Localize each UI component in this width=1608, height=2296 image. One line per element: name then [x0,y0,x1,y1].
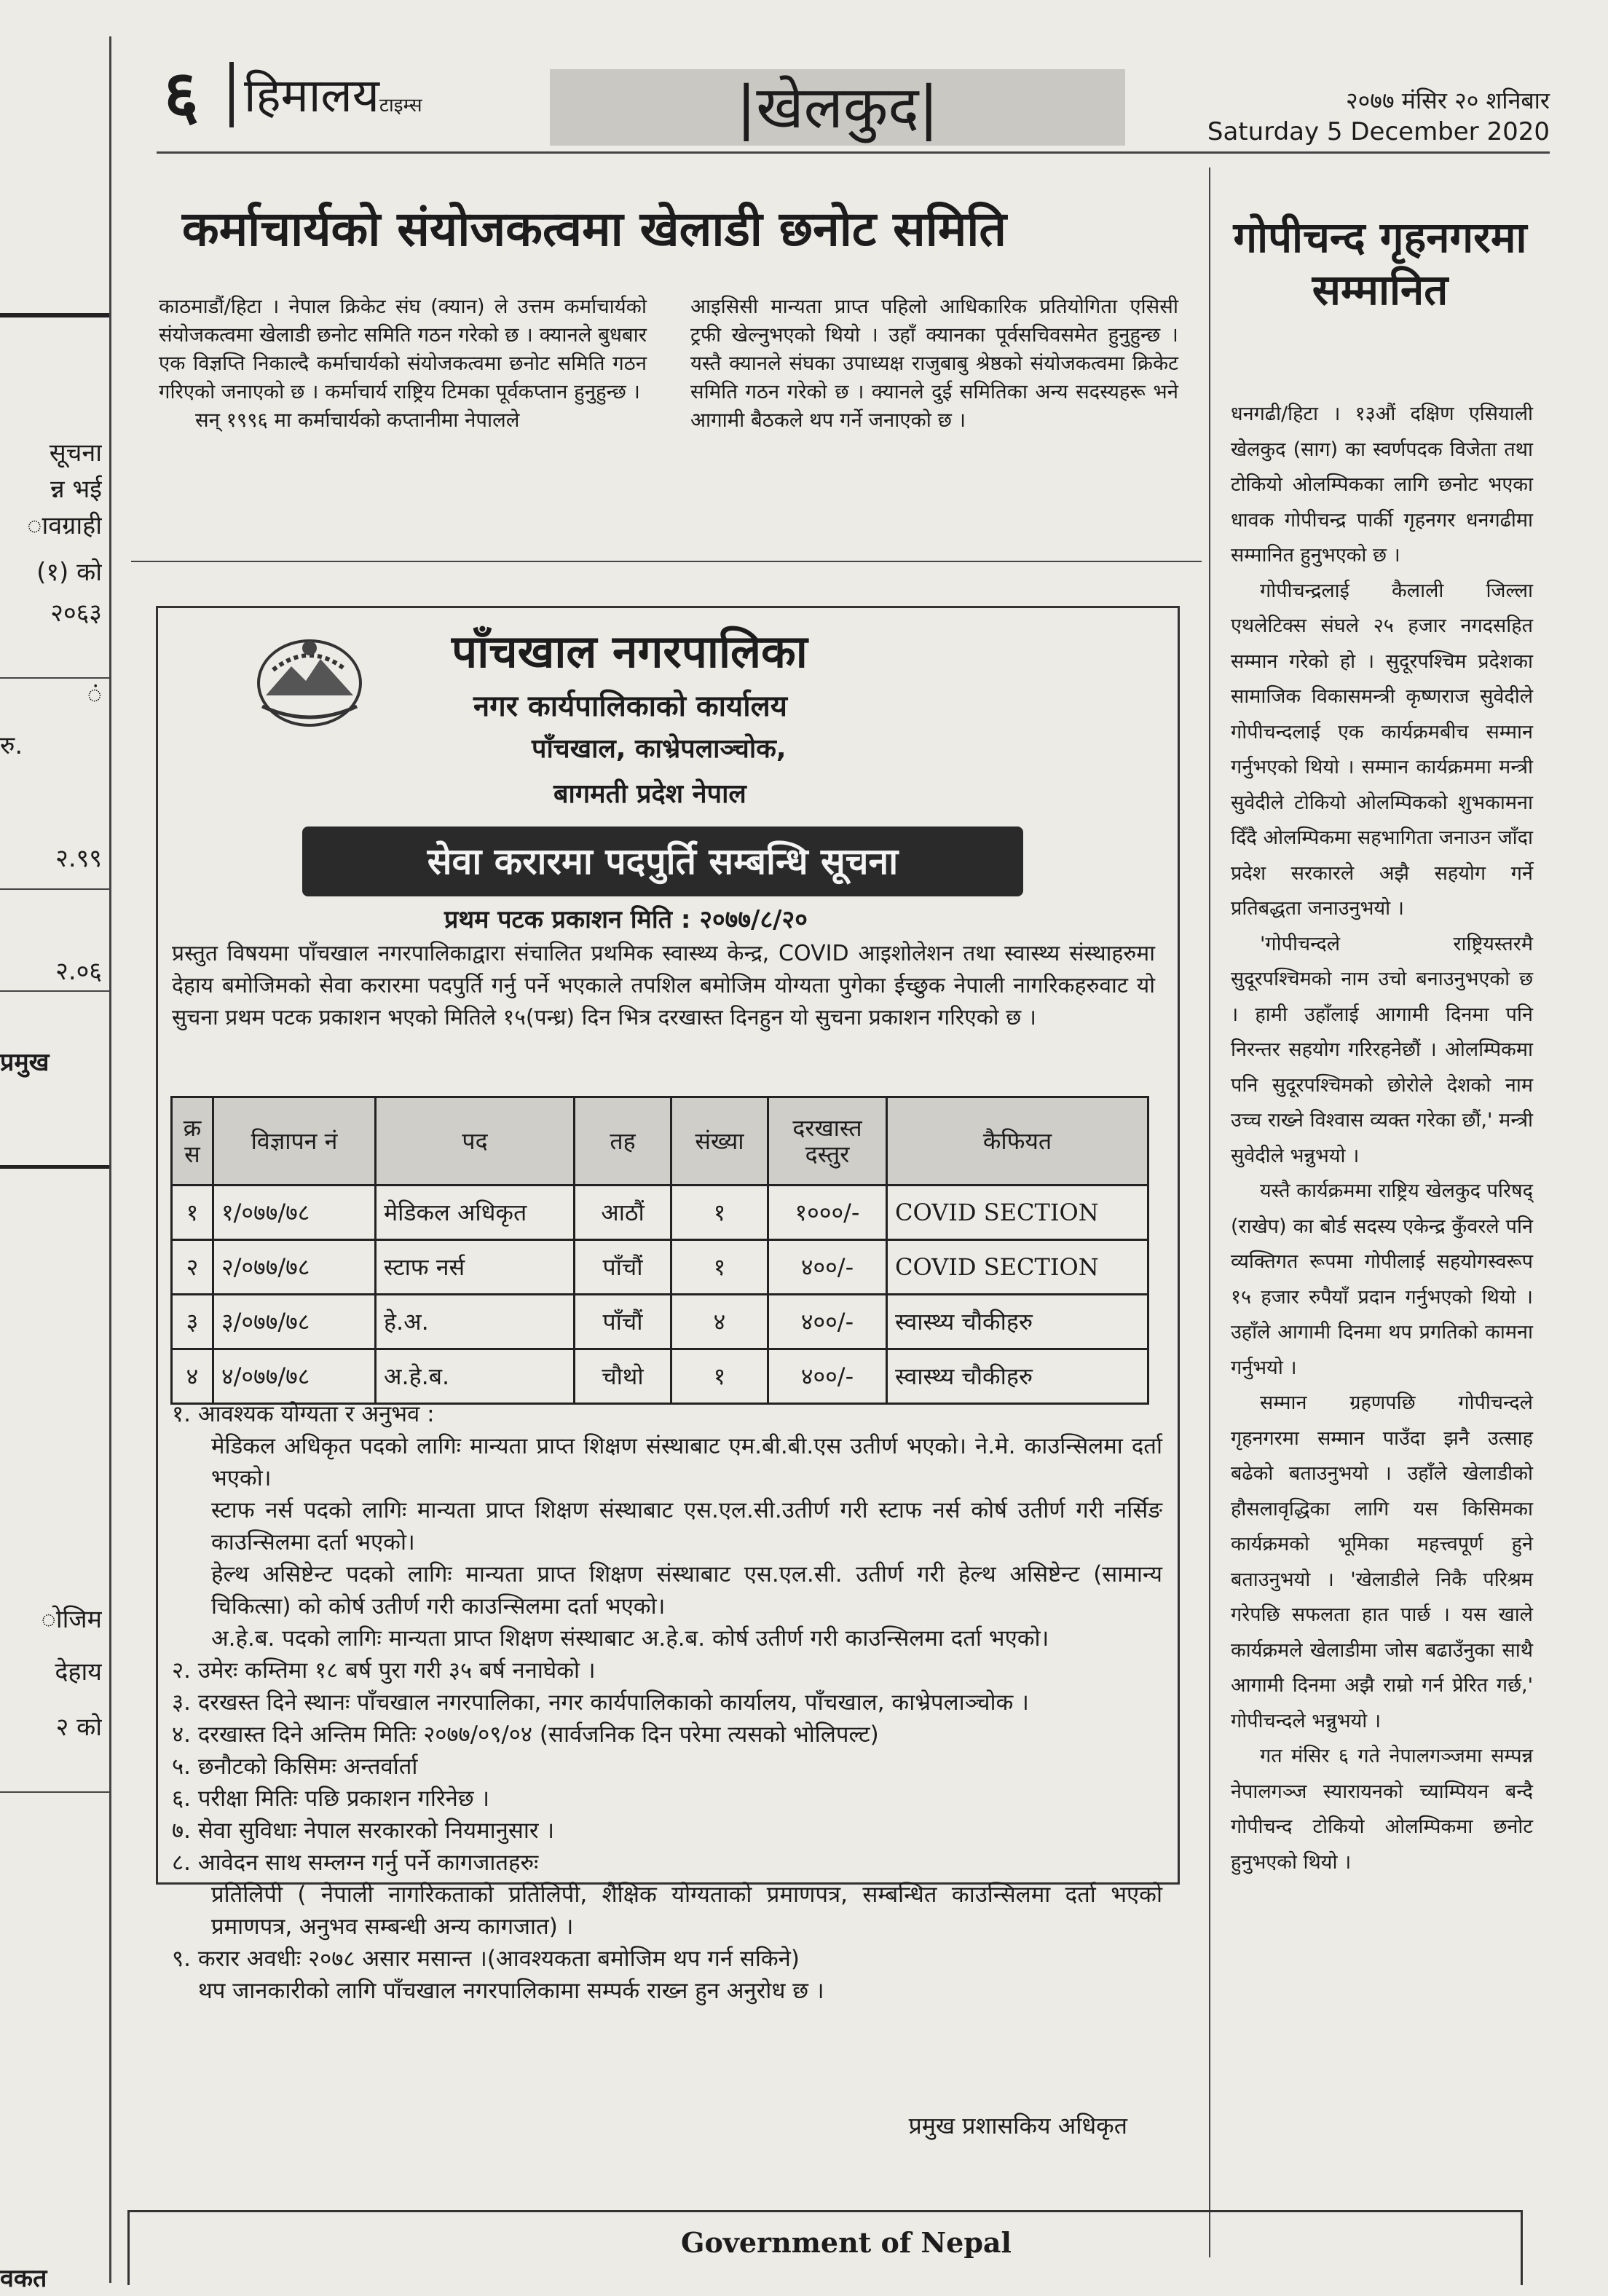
bottom-notice-title: Government of Nepal [681,2226,1012,2259]
strip-text: रु. [0,731,23,760]
notice-banner: सेवा करारमा पदपुर्ति सम्बन्धि सूचना [302,827,1023,896]
strip-text: प्रमुख [0,1048,50,1077]
main-article-col1 [159,293,647,435]
cell: १ [172,1186,213,1240]
notice-point: ३. दरखस्त दिने स्थानः पाँचखाल नगरपालिका, नगर कार्यपालिकाको कार्यालय, पाँचखाल, काभ्रेपलाञ्चोक । [172,1689,1029,1716]
article-rule [131,561,1202,562]
strip-text: देहाय [55,1657,102,1687]
notice-point: ४. दरखास्त दिने अन्तिम मितिः २०७७/०९/०४ (सार्वजनिक दिन परेमा त्यसको भोलिपल्ट) [172,1721,879,1748]
main-headline: कर्माचार्यको संयोजकत्वमा खेलाडी छनोट समिति [182,201,1007,257]
cell: पाँचौं [575,1295,671,1349]
strip-text: (१) को [36,558,102,587]
cell: स्टाफ नर्स [376,1240,575,1295]
cell: १०००/- [768,1186,887,1240]
qualification-item: हेल्थ असिष्टेन्ट पदको लागिः मान्यता प्राप्त शिक्षण संस्थाबाट एस.एल.सी. उतीर्ण गरी हेल्थ असिष्टेन्ट (सामान्य चिकित्सा) को कोर्ष उतीर्ण गरी काउन्सिलमा दर्ता भएको। [211,1561,1162,1620]
page-number: ६ [164,55,199,134]
qualification-item: अ.हे.ब. पदको लागिः मान्यता प्राप्त शिक्षण संस्थाबाट अ.हे.ब. कोर्ष उतीर्ण गरी काउन्सिलमा दर्ता भएको। [211,1625,1049,1652]
strip-divider [0,677,109,679]
table-row [172,1295,1148,1349]
cell: ४००/- [768,1240,887,1295]
cell: COVID SECTION [887,1186,1148,1240]
notice-point: ७. सेवा सुविधाः नेपाल सरकारको नियमानुसार । [172,1818,555,1844]
table-row [172,1240,1148,1295]
notice-point: २. उमेरः कम्तिमा १८ बर्ष पुरा गरी ३५ बर्ष ननाघेको । [172,1657,596,1684]
cell: १/०७७/७८ [213,1186,376,1240]
notice-point: ६. परीक्षा मितिः पछि प्रकाशन गरिनेछ । [172,1786,490,1812]
cell: ४००/- [768,1349,887,1404]
date-english: Saturday 5 December 2020 [1207,117,1550,146]
paragraph: गत मंसिर ६ गते नेपालगञ्जमा सम्पन्न नेपालगञ्ज स्यारायनको च्याम्पियन बन्दै गोपीचन्द टोकियो ओलम्पिकमा छनोट हुनुभएको थियो । [1231,1745,1533,1874]
notice-intro: प्रस्तुत विषयमा पाँचखाल नगरपालिकाद्वारा संचालित प्रथमिक स्वास्थ्य केन्द्र, COVID आइशोलेशन तथा स्वास्थ्य संस्थाहरुमा देहाय बमोजिमको सेवा करारमा पदपुर्ति गर्नु पर्ने भएकाले तपशिल बमोजिम योग्यता पुगेका ईच्छुक नेपाली नागरिकहरुवाट यो सुचना प्रथम पटक प्रकाशन भएको मितिले १५(पन्ध्र) दिन भित्र दरखास्त दिनहुन यो सुचना प्रकाशन गरिएको छ । [172,941,1155,1030]
paragraph: 'गोपीचन्दले राष्ट्रियस्तरमै सुदूरपश्चिमको नाम उचो बनाउनुभएको छ । हामी उहाँलाई आगामी दिनमा पनि निरन्तर सहयोग गरिरहनेछौं । ओलम्पिकमा पनि सुदूरपश्चिमको छोरोले देशको नाम उच्च राख्ने विश्वास व्यक्त गरेका छौं,' मन्त्री सुवेदीले भन्नुभयो । [1231,932,1533,1167]
column-rule [1209,167,1210,2257]
cell: पाँचौं [575,1240,671,1295]
org-province: बागमती प्रदेश नेपाल [553,779,746,809]
paragraph: यस्तै कार्यक्रममा राष्ट्रिय खेलकुद परिषद् (राखेप) का बोर्ड सदस्य एकेन्द्र कुँवरले पनि व्यक्तिगत रूपमा गोपीलाई सहयोगस्वरूप १५ हजार रुपैयाँ प्रदान गर्नुभएको थियो । उहाँले आगामी दिनमा थप प्रगतिको कामना गर्नुभयो । [1231,1180,1533,1379]
table-row [172,1349,1148,1404]
strip-text: २.९९ [55,844,102,873]
col-remarks: कैफियत [887,1097,1148,1186]
cell: १ [671,1240,768,1295]
cell: हे.अ. [376,1295,575,1349]
paragraph: सन् १९९६ मा कर्माचार्यको कप्तानीमा नेपालले [195,409,520,432]
strip-text: ोजिम [41,1605,102,1634]
side-article-body [1231,397,1533,1880]
cell: स्वास्थ्य चौकीहरु [887,1295,1148,1349]
org-address: पाँचखाल, काभ्रेपलाञ्चोक, [532,734,787,764]
qualifications-section [172,1398,1162,2007]
section-heading: १. आवश्यक योग्यता र अनुभव : [172,1401,435,1427]
strip-text: ावग्राही [27,511,102,540]
paragraph: गोपीचन्द्रलाई कैलाली जिल्ला एथलेटिक्स संघले २५ हजार नगदसहित सम्मान गरेको हो । सुदूरपश्चिम प्रदेशका सामाजिक विकासमन्त्री कृष्णराज सुवेदीले गोपीचन्दलाई एक कार्यक्रमबीच सम्मान गर्नुभएको थियो । सम्मान कार्यक्रममा मन्त्री सुवेदीले टोकियो ओलम्पिकको शुभकामना दिँदै ओलम्पिकमा सहभागिता जनाउन जाँदा प्रदेश सरकारले अझै सहयोग गर्ने प्रतिबद्धता जनाउनुभयो । [1231,579,1533,920]
col-post: पद [376,1097,575,1186]
col-fee: दरखास्त दस्तुर [768,1097,887,1186]
cell: ४ [671,1295,768,1349]
cell: मेडिकल अधिकृत [376,1186,575,1240]
side-headline: गोपीचन्द गृहनगरमा सम्मानित [1233,213,1527,315]
col-level: तह [575,1097,671,1186]
required-documents: प्रतिलिपी ( नेपाली नागरिकताको प्रतिलिपी, शैक्षिक योग्यताको प्रमाणपत्र, सम्बन्धित काउन्सिलमा दर्ता भएको प्रमाणपत्र, अनुभव सम्बन्धी अन्य कागजात) । [211,1882,1162,1940]
strip-text: २.०६ [55,957,102,986]
cell: चौथो [575,1349,671,1404]
cell: ४००/- [768,1295,887,1349]
paragraph: काठमाडौं/हिटा । नेपाल क्रिकेट संघ (क्यान) ले उत्तम कर्माचार्यको संयोजकत्वमा खेलाडी छनोट समिति गठन गरेको छ । क्यानले बुधबार एक विज्ञप्ति निकाल्दै कर्माचार्यको संयोजकत्वमा छनोट समिति गठन गरिएको जनाएको छ । कर्माचार्य राष्ट्रिय टिमका पूर्वकप्तान हुनुहुन्छ । [159,295,647,403]
cell: ३ [172,1295,213,1349]
notice-point: ९. करार अवधीः २०७८ असार मसान्त ।(आवश्यकता बमोजिम थप गर्न सकिने) [172,1946,800,1972]
table-header-row [172,1097,1148,1186]
col-ad-number: विज्ञापन नं [213,1097,376,1186]
cell: अ.हे.ब. [376,1349,575,1404]
adjacent-page-strip [0,36,111,2293]
section-title: |खेलकुद| [550,69,1125,146]
col-count: संख्या [671,1097,768,1186]
date-nepali: २०७७ मंसिर २० शनिबार [1346,87,1550,114]
strip-text: २ को [55,1713,102,1742]
table-row [172,1186,1148,1240]
cell: स्वास्थ्य चौकीहरु [887,1349,1148,1404]
paper-name: हिमालयटाइम्स [244,69,422,123]
cell: ४ [172,1349,213,1404]
org-name: पाँचखाल नगरपालिका [452,625,808,678]
strip-divider [0,1165,109,1169]
vacancy-table [170,1096,1149,1405]
main-article-col2 [690,293,1178,435]
cell: COVID SECTION [887,1240,1148,1295]
strip-divider [0,1791,109,1793]
contact-line: थप जानकारीको लागि पाँचखाल नगरपालिकामा सम्पर्क राख्न हुन अनुरोध छ । [198,1978,824,2004]
masthead-divider [229,62,234,127]
cell: ४/०७७/७८ [213,1349,376,1404]
strip-divider [0,888,109,890]
qualification-item: मेडिकल अधिकृत पदको लागिः मान्यता प्राप्त शिक्षण संस्थाबाट एम.बी.बी.एस उतीर्ण भएको। ने.मे. काउन्सिलमा दर्ता भएको। [211,1433,1162,1491]
cell: २ [172,1240,213,1295]
strip-text: वकत [0,2264,47,2293]
strip-divider [0,990,109,992]
publication-date: प्रथम पटक प्रकाशन मिति : २०७७/८/२० [444,905,808,934]
masthead-rule [157,151,1550,154]
paragraph: आइसिसी मान्यता प्राप्त पहिलो आधिकारिक प्रतियोगिता एसिसी ट्रफी खेल्नुभएको थियो । उहाँ क्यानका पूर्वसचिवसमेत हुनुहुन्छ । यस्तै क्यानले संघका उपाध्यक्ष राजुबाबु श्रेष्ठको संयोजकत्वमा क्रिकेट समिति गठन गरेको छ । क्यानले दुई समितिका अन्य सदस्यहरू भने आगामी बैठकले थप गर्ने जनाएको छ । [690,295,1178,432]
strip-text: २०६३ [50,599,102,628]
col-serial: क्र स [172,1097,213,1186]
qualification-item: स्टाफ नर्स पदको लागिः मान्यता प्राप्त शिक्षण संस्थाबाट एस.एल.सी.उतीर्ण गरी स्टाफ नर्स कोर्ष उतीर्ण गरी नर्सिङ काउन्सिलमा दर्ता भएको। [211,1497,1162,1555]
cell: १ [671,1349,768,1404]
cell: २/०७७/७८ [213,1240,376,1295]
strip-text: ं [87,680,102,709]
nepal-emblem-icon [251,626,368,732]
cell: १ [671,1186,768,1240]
cell: आठौं [575,1186,671,1240]
org-office: नगर कार्यपालिकाको कार्यालय [473,690,787,723]
paragraph: धनगढी/हिटा । १३औं दक्षिण एसियाली खेलकुद (साग) का स्वर्णपदक विजेता तथा टोकियो ओलम्पिकका लागि छनोट भएका धावक गोपीचन्द्र पार्की गृहनगर धनगढीमा सम्मानित हुनुभएको छ । [1231,403,1533,567]
notice-point: ५. छनौटको किसिमः अन्तर्वार्ता [172,1753,418,1780]
paragraph: सम्मान ग्रहणपछि गोपीचन्दले गृहनगरमा सम्मान पाउँदा झनै उत्साह बढेको बताउनुभयो । उहाँले खेलाडीको हौसलावृद्धिका लागि यस किसिमका कार्यक्रमको भूमिका महत्त्वपूर्ण हुने बताउनुभयो । 'खेलाडीले निकै परिश्रम गरेपछि सफलता हात पार्छ । यस खाले कार्यक्रमले खेलाडीमा जोस बढाउँनुका साथै आगामी दिनमा अझै राम्रो गर्न प्रेरित गर्छ,' गोपीचन्दले भन्नुभयो । [1231,1392,1533,1732]
signatory: प्रमुख प्रशासकिय अधिकृत [908,2112,1127,2139]
strip-divider [0,313,109,317]
strip-text: सूचना [49,438,102,468]
cell: ३/०७७/७८ [213,1295,376,1349]
notice-point: ८. आवेदन साथ सम्लग्न गर्नु पर्ने कागजातहरुः [172,1850,539,1876]
strip-text: न्न भई [50,475,102,504]
